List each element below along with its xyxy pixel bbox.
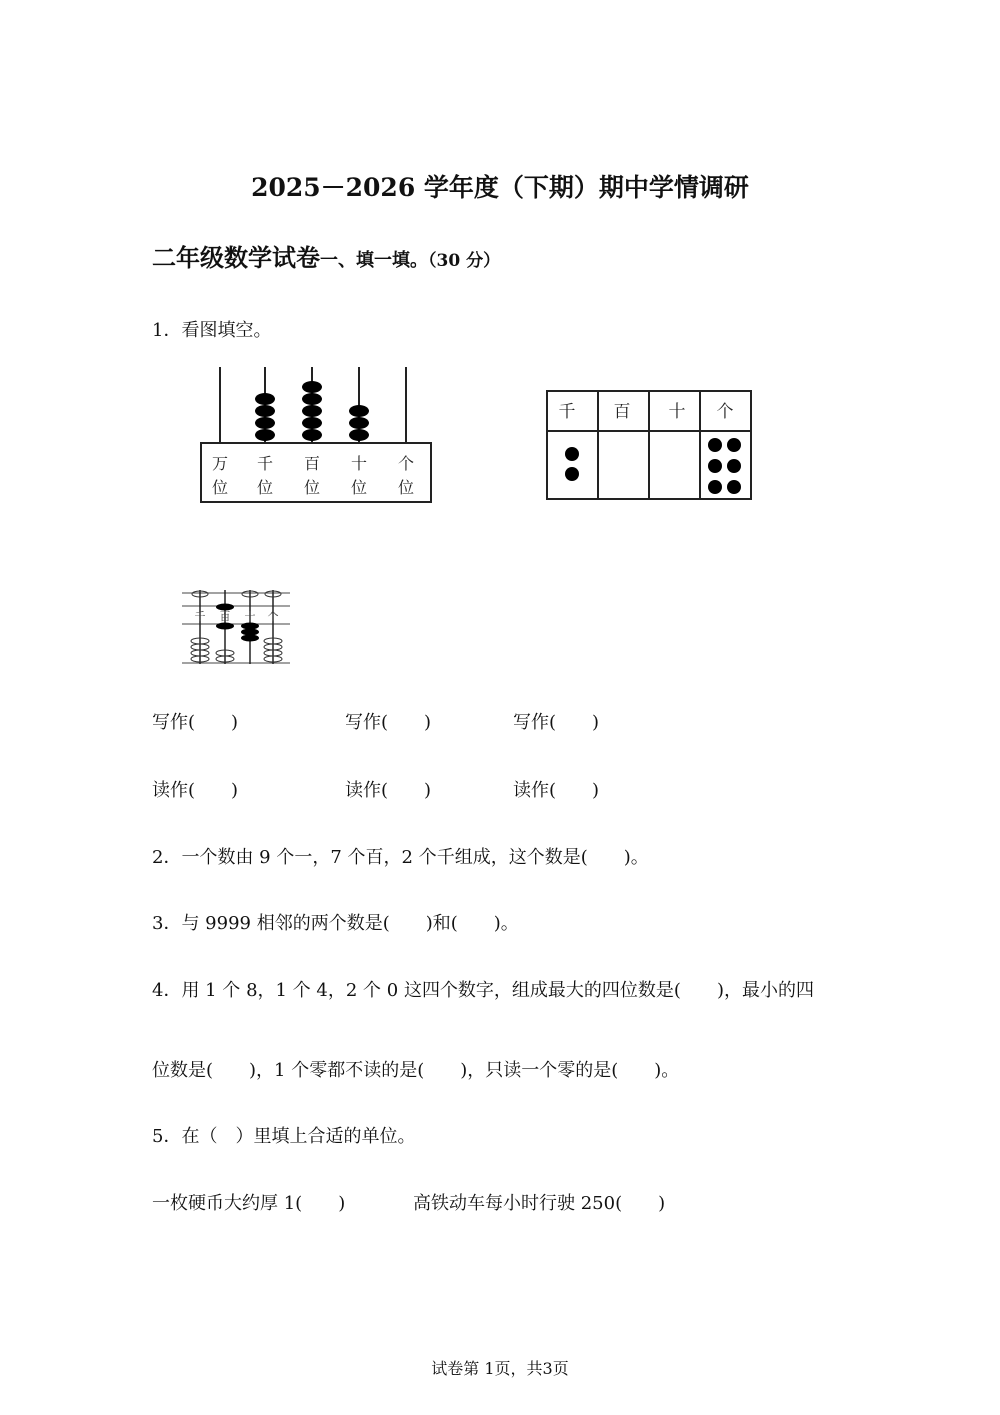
exam-title: 2025－2026 学年度（下期）期中学情调研 bbox=[251, 173, 749, 202]
abacus1-label-bottom: 位 bbox=[397, 478, 415, 497]
question-2: 2．一个数由 9 个一，7 个百，2 个千组成，这个数是( )。 bbox=[152, 847, 649, 868]
part-title: 一、填一填。 bbox=[320, 250, 428, 271]
abacus1-label-bottom: 位 bbox=[211, 478, 229, 497]
question-5-item-2[interactable]: 高铁动车每小时行驶 250( ) bbox=[413, 1193, 666, 1214]
table-header-hundreds: 百 bbox=[613, 402, 631, 422]
abacus1-label-top: 个 bbox=[397, 454, 415, 473]
abacus1-label-top: 千 bbox=[256, 454, 274, 473]
abacus3-label-tens: 十 bbox=[244, 610, 256, 623]
write-answer-2[interactable]: 写作( ) bbox=[345, 712, 432, 733]
page-footer: 试卷第 1页，共3页 bbox=[431, 1359, 569, 1378]
read-answer-3[interactable]: 读作( ) bbox=[513, 780, 600, 801]
question-3: 3．与 9999 相邻的两个数是( )和( )。 bbox=[152, 913, 519, 934]
abacus1-label-bottom: 位 bbox=[350, 478, 368, 497]
section-heading bbox=[152, 238, 500, 273]
abacus-figure-1 bbox=[195, 362, 440, 507]
write-answer-3[interactable]: 写作( ) bbox=[513, 712, 600, 733]
place-value-table bbox=[545, 388, 755, 503]
abacus3-label-hundreds: 百 bbox=[219, 610, 231, 623]
part-score: （30 分） bbox=[428, 251, 501, 271]
abacus-figure-3 bbox=[180, 588, 295, 668]
table-header-tens: 十 bbox=[668, 402, 686, 422]
table-header-ones: 个 bbox=[716, 402, 734, 422]
abacus3-label-ones: 个 bbox=[267, 610, 279, 623]
place-value-dots bbox=[565, 438, 741, 494]
abacus1-label-top: 百 bbox=[303, 454, 321, 473]
abacus1-label-bottom: 位 bbox=[256, 478, 274, 497]
question-5: 5．在（ ）里填上合适的单位。 bbox=[152, 1126, 416, 1147]
grade-subject-title: 二年级数学试卷 bbox=[152, 243, 320, 272]
question-4-line-2: 位数是( )，1 个零都不读的是( )，只读一个零的是( )。 bbox=[152, 1060, 680, 1081]
abacus-beads bbox=[255, 381, 369, 441]
question-1: 1．看图填空。 bbox=[152, 320, 272, 341]
read-answer-1[interactable]: 读作( ) bbox=[152, 780, 239, 801]
abacus1-label-top: 十 bbox=[350, 454, 368, 473]
abacus3-label-thousands: 千 bbox=[194, 610, 206, 623]
question-5-item-1[interactable]: 一枚硬币大约厚 1( ) bbox=[152, 1193, 346, 1214]
question-4-line-1: 4．用 1 个 8，1 个 4，2 个 0 这四个数字，组成最大的四位数是( )，最小的四 bbox=[152, 980, 814, 1001]
abacus1-label-top: 万 bbox=[211, 454, 229, 473]
table-header-thousands: 千 bbox=[558, 402, 576, 422]
abacus1-label-bottom: 位 bbox=[303, 478, 321, 497]
write-answer-1[interactable]: 写作( ) bbox=[152, 712, 239, 733]
read-answer-2[interactable]: 读作( ) bbox=[345, 780, 432, 801]
